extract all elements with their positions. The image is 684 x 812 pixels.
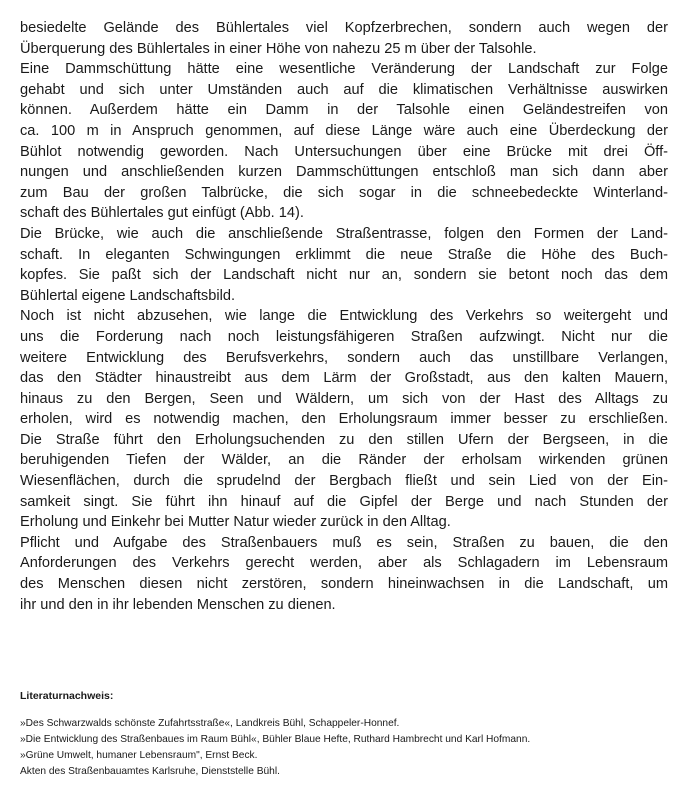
reference-item: »Die Entwicklung des Straßenbaues im Raum Bühl«, Bühler Blaue Hefte, Ruthard Hambrecht und Karl Hofmann.: [20, 734, 531, 745]
text-line: schaft. In eleganten Schwingungen erklimmt die neue Straße die Höhe des Buch-: [20, 246, 668, 263]
text-line: zum Bau der großen Talbrücke, die sich sogar in die schneebedeckte Winterland-: [20, 184, 668, 201]
text-line: hinaus zu den Bergen, Seen und Wäldern, um sich von der Hast des Alltags zu: [20, 390, 668, 407]
text-line: Die Brücke, wie auch die anschließende Straßentrasse, folgen den Formen der Land-: [20, 225, 668, 242]
text-line: Überquerung des Bühlertales in einer Höhe von nahezu 25 m über der Talsohle.: [20, 40, 537, 57]
references-list: [20, 716, 680, 780]
text-line: schaft des Bühlertales gut einfügt (Abb. 14).: [20, 205, 304, 222]
reference-item: »Grüne Umwelt, humaner Lebensraum", Ernst Beck.: [20, 750, 258, 761]
body-text: [20, 18, 668, 615]
reference-item: Akten des Straßenbauamtes Karlsruhe, Dienststelle Bühl.: [20, 766, 280, 777]
text-line: das den Städter hinaustreibt aus dem Lärm der Großstadt, aus den kalten Mauern,: [20, 370, 668, 387]
text-line: weitere Entwicklung des Berufsverkehrs, sondern auch das unstillbare Verlangen,: [20, 349, 668, 366]
text-line: des Menschen diesen nicht zerstören, sondern hineinwachsen in die Landschaft, um: [20, 576, 668, 593]
text-line: Wiesenflächen, durch die sprudelnd der Bergbach fließt und sein Lied von der Ein-: [20, 473, 668, 490]
text-line: Bühlertal eigene Landschaftsbild.: [20, 287, 236, 304]
text-line: erholen, wird es notwendig machen, den Erholungsraum immer besser zu erschließen.: [20, 411, 668, 428]
text-line: Die Straße führt den Erholungsuchenden zu den stillen Ufern der Bergseen, in die: [20, 431, 668, 448]
text-line: ca. 100 m in Anspruch genommen, auf diese Länge wäre auch eine Überdeckung der: [20, 122, 668, 139]
text-line: nungen und anschließenden kurzen Dammschüttungen entschloß man sich dann aber: [20, 164, 668, 181]
text-line: samkeit singt. Sie führt ihn hinauf auf die Gipfel der Berge und nach Stunden der: [20, 493, 668, 510]
text-line: können. Außerdem hätte ein Damm in der Talsohle einen Geländestreifen von: [20, 102, 668, 119]
text-line: kopfes. Sie paßt sich der Landschaft nicht nur an, sondern sie betont noch das dem: [20, 267, 668, 284]
text-line: Erholung und Einkehr bei Mutter Natur wieder zurück in den Alltag.: [20, 514, 451, 531]
text-line: gehabt und sich unter Umständen auch auf die klimatischen Verhältnisse auswirken: [20, 81, 668, 98]
text-line: Bühlot notwendig geworden. Nach Untersuchungen über eine Brücke mit drei Öff-: [20, 143, 668, 160]
references-heading: Literaturnachweis:: [20, 690, 114, 702]
text-line: Noch ist nicht abzusehen, wie lange die Entwicklung des Verkehrs so weitergeht und: [20, 308, 668, 325]
text-line: ihr und den in ihr lebenden Menschen zu dienen.: [20, 596, 336, 613]
text-line: Eine Dammschüttung hätte eine wesentliche Veränderung der Landschaft zur Folge: [20, 61, 668, 78]
references-section: [20, 689, 680, 780]
text-line: uns die Forderung nach noch leistungsfähigeren Straßen aufzwingt. Nicht nur die: [20, 328, 668, 345]
text-line: besiedelte Gelände des Bühlertales viel Kopfzerbrechen, sondern auch wegen der: [20, 20, 668, 36]
text-line: beruhigenden Tiefen der Wälder, an die Ränder der erholsam wirkenden grünen: [20, 452, 668, 469]
reference-item: »Des Schwarzwalds schönste Zufahrtsstraße«, Landkreis Bühl, Schappeler-Honnef.: [20, 718, 400, 729]
text-line: Pflicht und Aufgabe des Straßenbauers muß es sein, Straßen zu bauen, die den: [20, 534, 668, 551]
text-line: Anforderungen des Verkehrs gerecht werden, aber als Schlagadern im Lebensraum: [20, 555, 668, 572]
